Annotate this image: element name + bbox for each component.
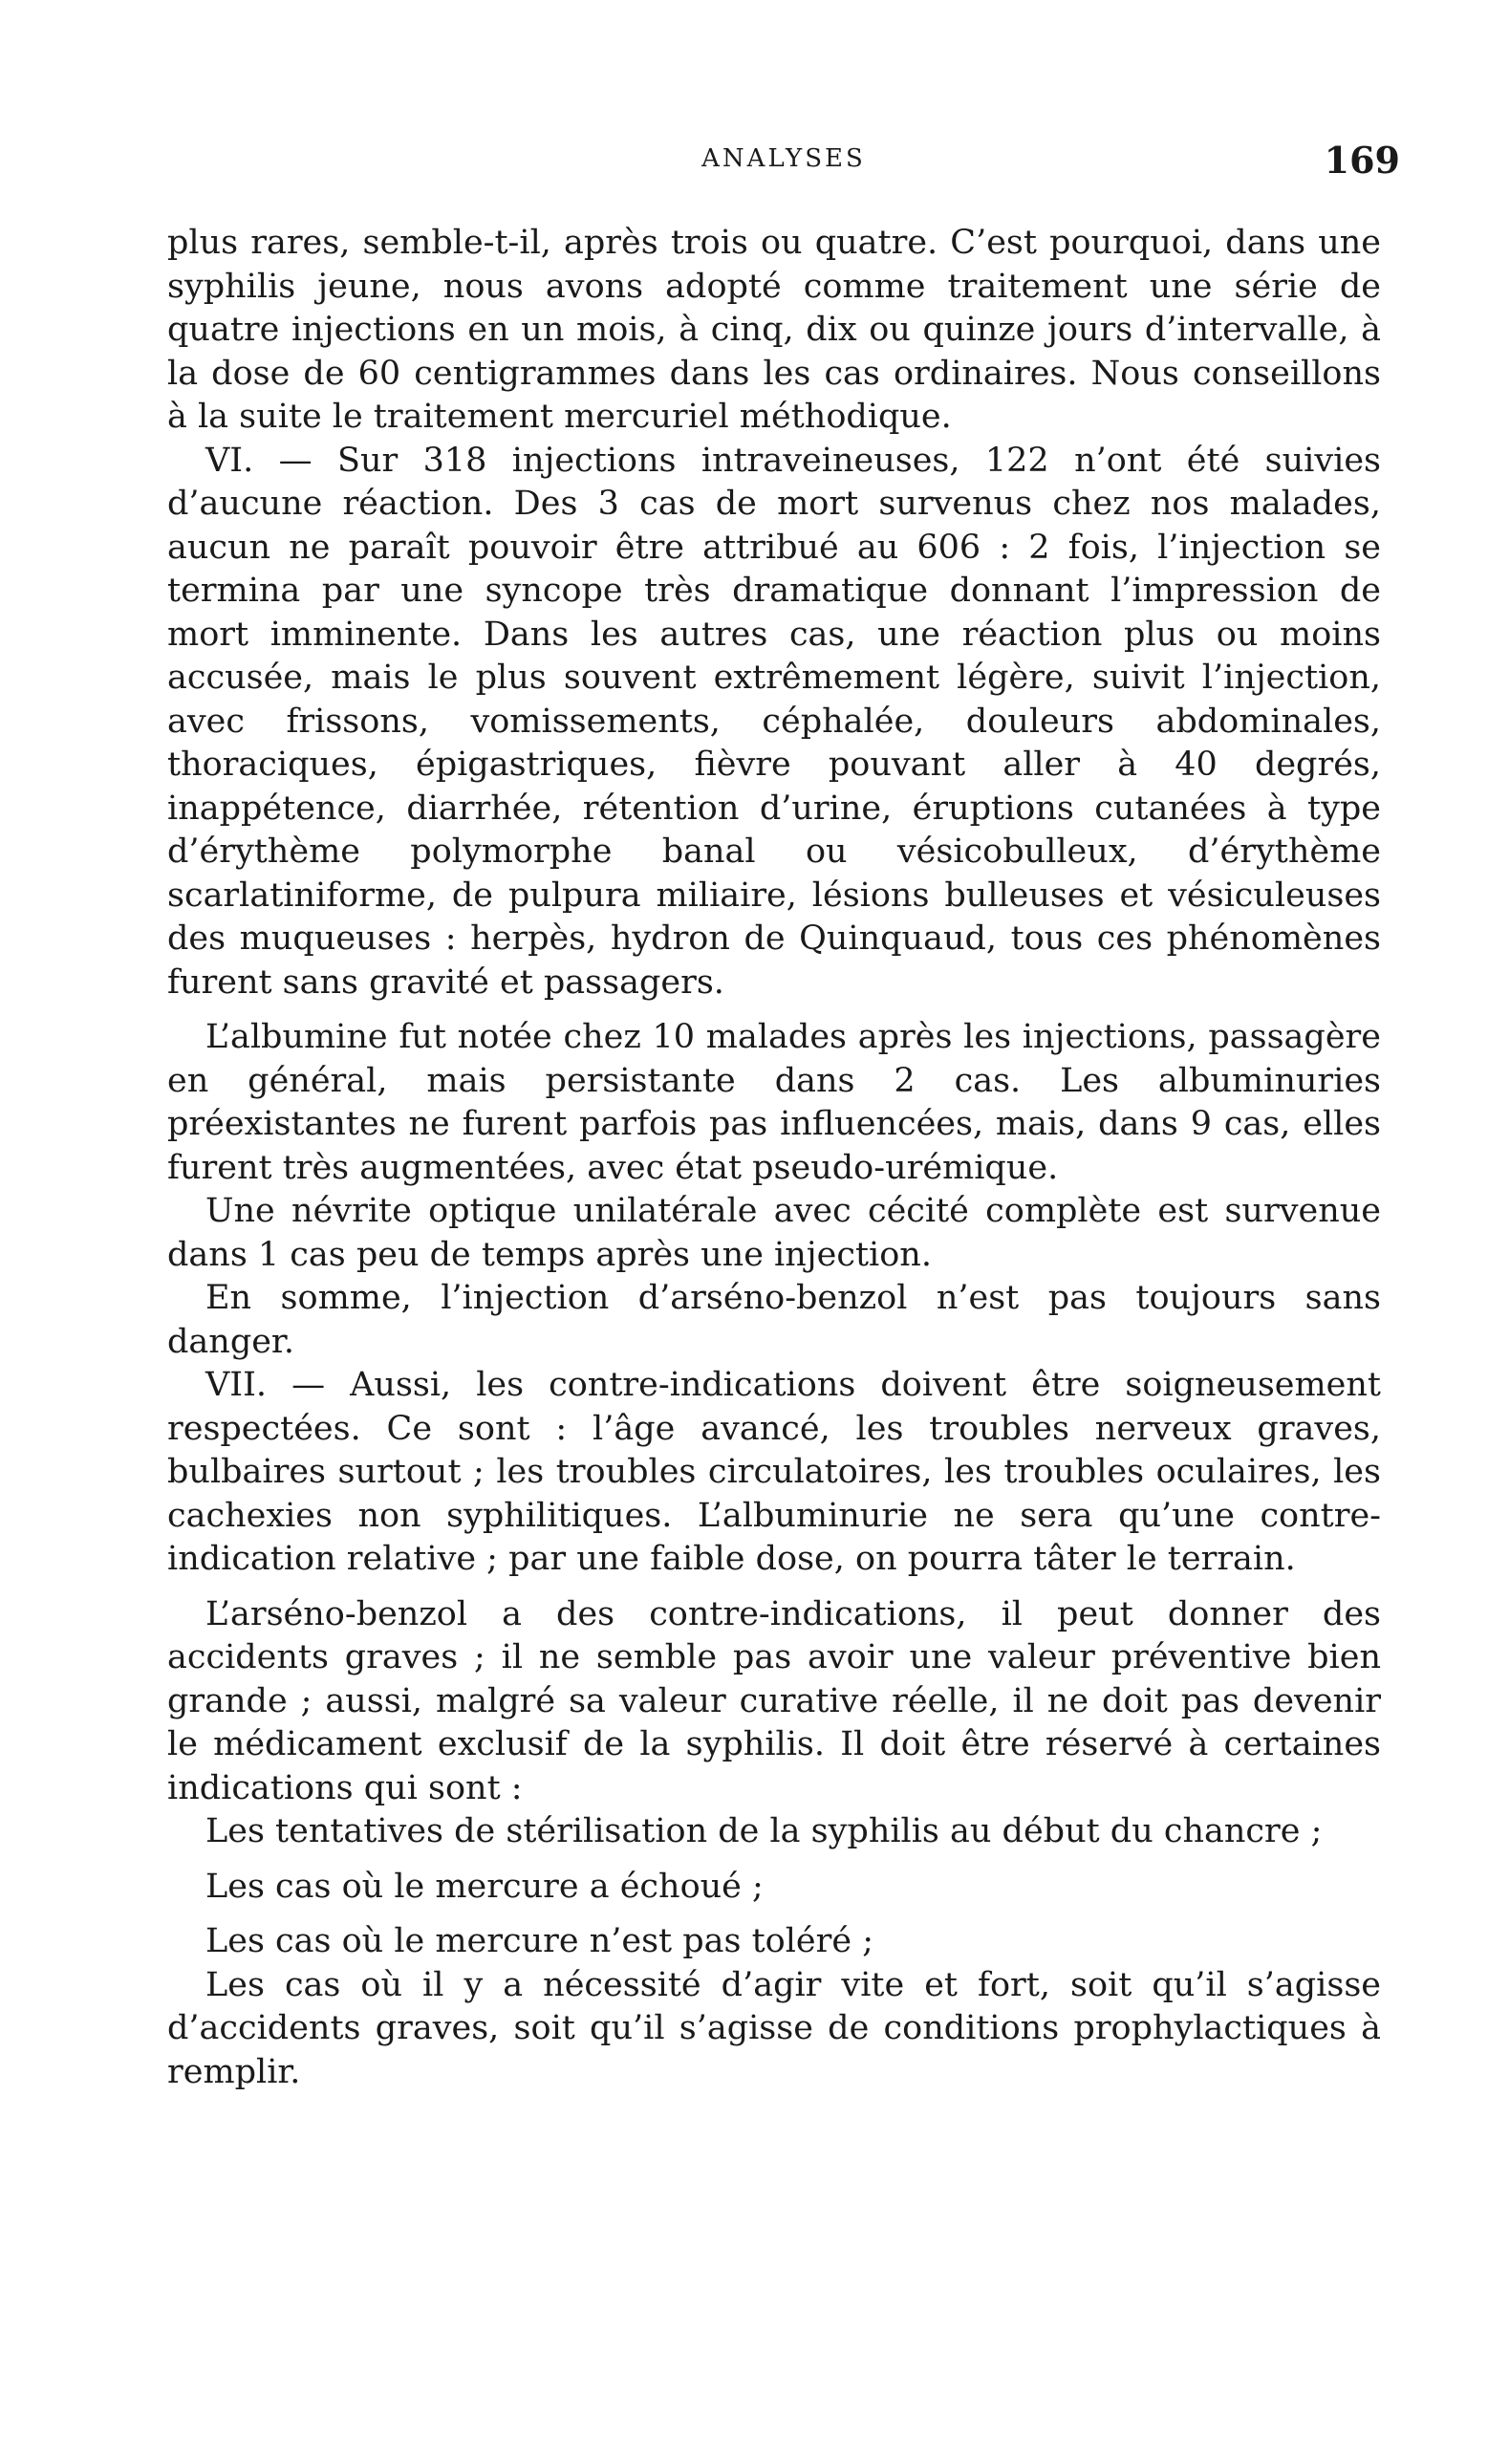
paragraph-section-vi: VI. — Sur 318 injections intraveineuses, 122 n’ont été suivies d’aucune réaction. Des 3 cas de mort survenus chez nos malades, aucun ne paraît pouvoir être attribué au 606 : 2 fois, l’injection se termina par une syncope très dramatique donnant l’impression de mort imminente. Dans les autres cas, une réaction plus ou moins accusée, mais le plus souvent extrêmement légère, suivit l’injection, avec frissons, vomissements, céphalée, douleurs abdominales, thoraciques, épigastriques, fièvre pouvant aller à 40 degrés, inappétence, diarrhée, rétention d’urine, éruptions cutanées à type d’érythème polymorphe banal ou vésicobulleux, d’érythème scarlatiniforme, de pulpura miliaire, lésions bulleuses et vésiculeuses des muqueuses : herpès, hydron de Quinquaud, tous ces phénomènes furent sans gravité et passagers. [167,441,1381,1002]
running-title: ANALYSES [701,144,866,173]
list-item-indication: Les cas où le mercure n’est pas toléré ; [205,1922,874,1960]
running-head [167,139,1400,186]
paragraph-continuation: plus rares, semble-t-il, après trois ou quatre. C’est pourquoi, dans une syphilis jeune, nous avons adopté comme traitement une série de quatre injections en un mois, à cinq, dix ou quinze jours d’intervalle, à la dose de 60 centigrammes dans les cas ordinaires. Nous conseillons à la suite le traitement mercuriel méthodique. [167,224,1381,436]
paragraph-section-vii: VII. — Aussi, les contre-indications doivent être soigneusement respectées. Ce sont : l’âge avancé, les troubles nerveux graves, bulbaires surtout ; les troubles circulatoires, les troubles oculaires, les cachexies non syphilitiques. L’albuminurie ne sera qu’une contre-indication relative ; par une faible dose, on pourra tâter le terrain. [167,1366,1381,1578]
list-item-indication: Les tentatives de stérilisation de la syphilis au début du chancre ; [205,1812,1323,1850]
paragraph-conclusion: L’arséno-benzol a des contre-indications, il peut donner des accidents graves ; il ne semble pas avoir une valeur préventive bien grande ; aussi, malgré sa valeur curative réelle, il ne doit pas devenir le médicament exclusif de la syphilis. Il doit être réservé à certaines indications qui sont : [167,1594,1381,1807]
paragraph-en-somme: En somme, l’injection d’arséno-benzol n’est pas toujours sans danger. [167,1279,1381,1361]
paragraph-albumine: L’albumine fut notée chez 10 malades après les injections, passagère en général, mais persistante dans 2 cas. Les albuminuries préexistantes ne furent parfois pas influencées, mais, dans 9 cas, elles furent très augmentées, avec état pseudo-urémique. [167,1018,1381,1187]
paragraph-nevrite: Une névrite optique unilatérale avec cécité complète est survenue dans 1 cas peu de temps après une injection. [167,1192,1381,1274]
body-text [167,222,1381,2094]
page-number: 169 [1324,139,1400,182]
list-item-indication: Les cas où le mercure a échoué ; [205,1867,764,1906]
list-item-indication: Les cas où il y a nécessité d’agir vite et fort, soit qu’il s’agisse d’accidents graves, soit qu’il s’agisse de conditions prophylactiques à remplir. [167,1965,1381,2091]
